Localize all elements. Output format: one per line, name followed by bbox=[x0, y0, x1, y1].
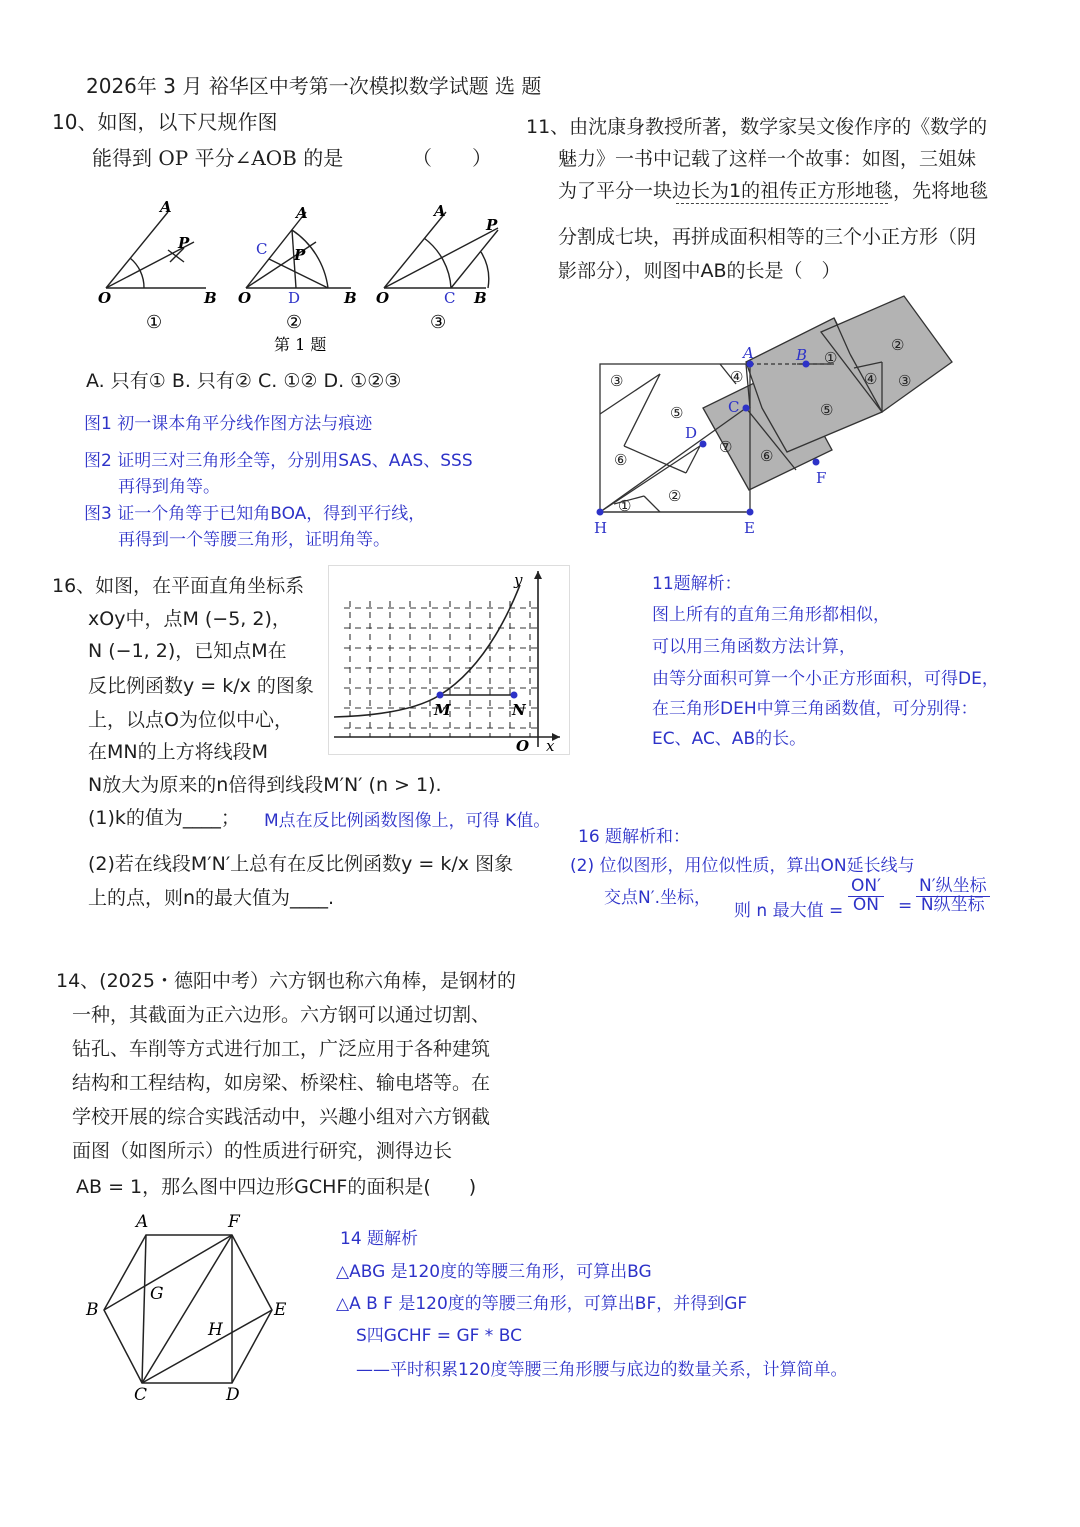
q16-analysis-1: (2) 位似图形，用位似性质，算出ON延长线与 bbox=[570, 856, 915, 876]
q14-pt-H: H bbox=[208, 1320, 223, 1340]
q10-line2: 能得到 OP 平分∠AOB 的是 bbox=[92, 146, 344, 170]
q11-pt-A: A bbox=[743, 344, 754, 362]
q16-line3: N (−1, 2)，已知点M在 bbox=[88, 640, 287, 662]
q14-analysis-1: △ABG 是120度的等腰三角形，可算出BG bbox=[336, 1262, 652, 1282]
q10-f3-C: C bbox=[444, 289, 456, 307]
q16-line7: N放大为原来的n倍得到线段M′N′ (n > 1). bbox=[88, 774, 442, 796]
q10-f1-O: O bbox=[98, 289, 112, 307]
q11-underline bbox=[676, 203, 888, 204]
q10-f2-O: O bbox=[238, 289, 252, 307]
q10-f2-D: D bbox=[288, 289, 301, 307]
q10-f2-C: C bbox=[256, 240, 268, 258]
q14-pt-D: D bbox=[226, 1385, 240, 1405]
svg-text:④: ④ bbox=[730, 368, 744, 386]
q14-pt-E: E bbox=[274, 1300, 287, 1320]
svg-text:⑥: ⑥ bbox=[760, 447, 774, 465]
q16-line6: 在MN的上方将线段M bbox=[88, 741, 268, 763]
svg-text:③: ③ bbox=[898, 372, 912, 390]
svg-text:⑦: ⑦ bbox=[719, 438, 733, 456]
q14-line7: AB = 1，那么图中四边形GCHF的面积是( ) bbox=[76, 1176, 477, 1198]
q16-line4: 反比例函数y = k/x 的图象 bbox=[88, 675, 314, 697]
q10-figure bbox=[86, 190, 516, 390]
q10-f2-B: B bbox=[344, 289, 357, 307]
q11-figure bbox=[586, 290, 966, 540]
q11-analysis-2: 可以用三角函数方法计算， bbox=[652, 637, 856, 657]
q14-analysis-2: △A B F 是120度的等腰三角形，可算出BF，并得到GF bbox=[336, 1294, 748, 1314]
q14-pt-C: C bbox=[134, 1385, 148, 1405]
svg-text:⑤: ⑤ bbox=[820, 401, 834, 419]
svg-text:②: ② bbox=[891, 336, 905, 354]
q14-line5: 学校开展的综合实践活动中，兴趣小组对六方钢截 bbox=[72, 1106, 491, 1128]
q16-part2b: 上的点，则n的最大值为____. bbox=[88, 887, 335, 909]
q11-analysis-3: 由等分面积可算一个小正方形面积，可得DE， bbox=[652, 669, 999, 689]
svg-text:⑤: ⑤ bbox=[670, 404, 684, 422]
q11-line5: 影部分），则图中AB的长是（ ） bbox=[558, 260, 841, 282]
q14-line4: 结构和工程结构，如房梁、桥梁柱、输电塔等。在 bbox=[72, 1072, 491, 1094]
svg-text:③: ③ bbox=[610, 372, 624, 390]
q10-note-4: 图3 证一个角等于已知角BOA，得到平行线， bbox=[84, 504, 426, 524]
q14-pt-B: B bbox=[86, 1300, 99, 1320]
q16-line5: 上，以点O为位似中心， bbox=[88, 709, 293, 731]
q14-line3: 钻孔、车削等方式进行加工，广泛应用于各种建筑 bbox=[72, 1038, 491, 1060]
q14-pt-G: G bbox=[150, 1284, 164, 1304]
q16-part1-note: M点在反比例函数图像上，可得 K值。 bbox=[264, 811, 551, 831]
q10-f1-A: A bbox=[160, 198, 172, 216]
q11-pt-B: B bbox=[796, 346, 808, 364]
q10-f3-A: A bbox=[434, 202, 446, 220]
q16-axis-x: x bbox=[546, 737, 555, 755]
q10-fig-label-2: ② bbox=[286, 312, 303, 333]
q16-line2: xOy中，点M (−5, 2)， bbox=[88, 608, 291, 630]
q16-axis-y: y bbox=[514, 571, 523, 589]
q16-origin: O bbox=[516, 737, 530, 755]
q16-frac1-num: ON′ bbox=[848, 878, 884, 897]
q10-fig-label-3: ③ bbox=[430, 312, 447, 333]
svg-text:①: ① bbox=[618, 497, 632, 515]
q14-analysis-3: S四GCHF = GF * BC bbox=[356, 1326, 522, 1346]
q11-line4: 分割成七块，再拼成面积相等的三个小正方形（阴 bbox=[558, 226, 977, 248]
q16-analysis-3: 则 n 最大值 = bbox=[734, 901, 844, 921]
svg-text:②: ② bbox=[668, 487, 682, 505]
q14-hexagon bbox=[80, 1205, 300, 1405]
q16-analysis-title: 16 题解析和： bbox=[578, 827, 691, 847]
q11-pt-H: H bbox=[594, 519, 608, 537]
q16-frac2 bbox=[916, 878, 990, 915]
page-title: 2026年 3 月 裕华区中考第一次模拟数学试题 选 题 bbox=[86, 74, 542, 98]
q14-analysis-title: 14 题解析 bbox=[340, 1229, 419, 1249]
q10-paren: （ ） bbox=[412, 146, 492, 170]
q11-pt-E: E bbox=[744, 519, 755, 537]
svg-text:①: ① bbox=[824, 349, 838, 367]
q10-options: A. 只有① B. 只有② C. ①② D. ①②③ bbox=[86, 370, 402, 392]
q11-line3: 为了平分一块边长为1的祖传正方形地毯，先将地毯 bbox=[558, 180, 989, 202]
q16-pt-N: N bbox=[512, 701, 526, 719]
q10-line1: 10、如图，以下尺规作图 bbox=[52, 110, 278, 134]
q10-fig-caption: 第 1 题 bbox=[274, 335, 327, 354]
q10-f3-P: P bbox=[486, 216, 498, 234]
svg-text:⑥: ⑥ bbox=[614, 451, 628, 469]
q11-pt-C: C bbox=[728, 398, 740, 416]
q16-graph bbox=[328, 565, 570, 755]
q11-analysis-1: 图上所有的直角三角形都相似， bbox=[652, 605, 890, 625]
q16-line1: 16、如图，在平面直角坐标系 bbox=[52, 575, 305, 597]
q11-line2: 魅力》一书中记载了这样一个故事：如图，三姐妹 bbox=[558, 148, 977, 170]
q10-note-3: 再得到角等。 bbox=[118, 477, 220, 497]
q10-note-2: 图2 证明三对三角形全等，分别用SAS、AAS、SSS bbox=[84, 451, 473, 471]
q11-analysis-title: 11题解析： bbox=[652, 574, 742, 594]
q14-line2: 一种，其截面为正六边形。六方钢可以通过切割、 bbox=[72, 1004, 491, 1026]
q16-equals: = bbox=[898, 896, 913, 916]
q11-analysis-5: EC、AC、AB的长。 bbox=[652, 729, 807, 749]
q10-f1-P: P bbox=[178, 234, 190, 252]
q16-part2a: (2)若在线段M′N′上总有在反比例函数y = k/x 图象 bbox=[88, 853, 514, 875]
q14-analysis-4: ——平时积累120度等腰三角形腰与底边的数量关系，计算简单。 bbox=[356, 1360, 848, 1380]
q11-line1: 11、由沈康身教授所著，数学家吴文俊作序的《数学的 bbox=[526, 116, 988, 138]
q16-analysis-2: 交点N′.坐标， bbox=[604, 888, 711, 908]
q14-line6: 面图（如图所示）的性质进行研究，测得边长 bbox=[72, 1140, 453, 1162]
q10-f1-B: B bbox=[204, 289, 217, 307]
q10-fig-label-1: ① bbox=[146, 312, 163, 333]
q16-part1: (1)k的值为____； bbox=[88, 807, 240, 829]
q10-fig1 bbox=[106, 212, 206, 288]
q16-frac1-den: ON bbox=[852, 894, 880, 915]
q11-analysis-4: 在三角形DEH中算三角函数值，可分别得： bbox=[652, 699, 978, 719]
q10-note-1: 图1 初一课本角平分线作图方法与痕迹 bbox=[84, 414, 373, 434]
q16-frac2-num: N′纵坐标 bbox=[916, 878, 990, 897]
q10-f3-B: B bbox=[474, 289, 487, 307]
q14-pt-A: A bbox=[136, 1212, 149, 1232]
q16-frac2-den: N纵坐标 bbox=[920, 894, 985, 915]
q16-frac1 bbox=[848, 878, 884, 915]
q10-fig3 bbox=[384, 212, 498, 288]
q10-f3-O: O bbox=[376, 289, 390, 307]
q10-f2-A: A bbox=[296, 204, 308, 222]
q11-pt-D: D bbox=[685, 424, 698, 442]
q10-note-5: 再得到一个等腰三角形，证明角等。 bbox=[118, 530, 390, 550]
svg-text:④: ④ bbox=[864, 370, 878, 388]
q11-pt-F: F bbox=[816, 469, 827, 487]
q14-line1: 14、(2025・德阳中考）六方钢也称六角棒，是钢材的 bbox=[56, 970, 516, 992]
q14-pt-F: F bbox=[228, 1212, 240, 1232]
q10-f2-P: P bbox=[294, 246, 306, 264]
q16-pt-M: M bbox=[434, 701, 451, 719]
